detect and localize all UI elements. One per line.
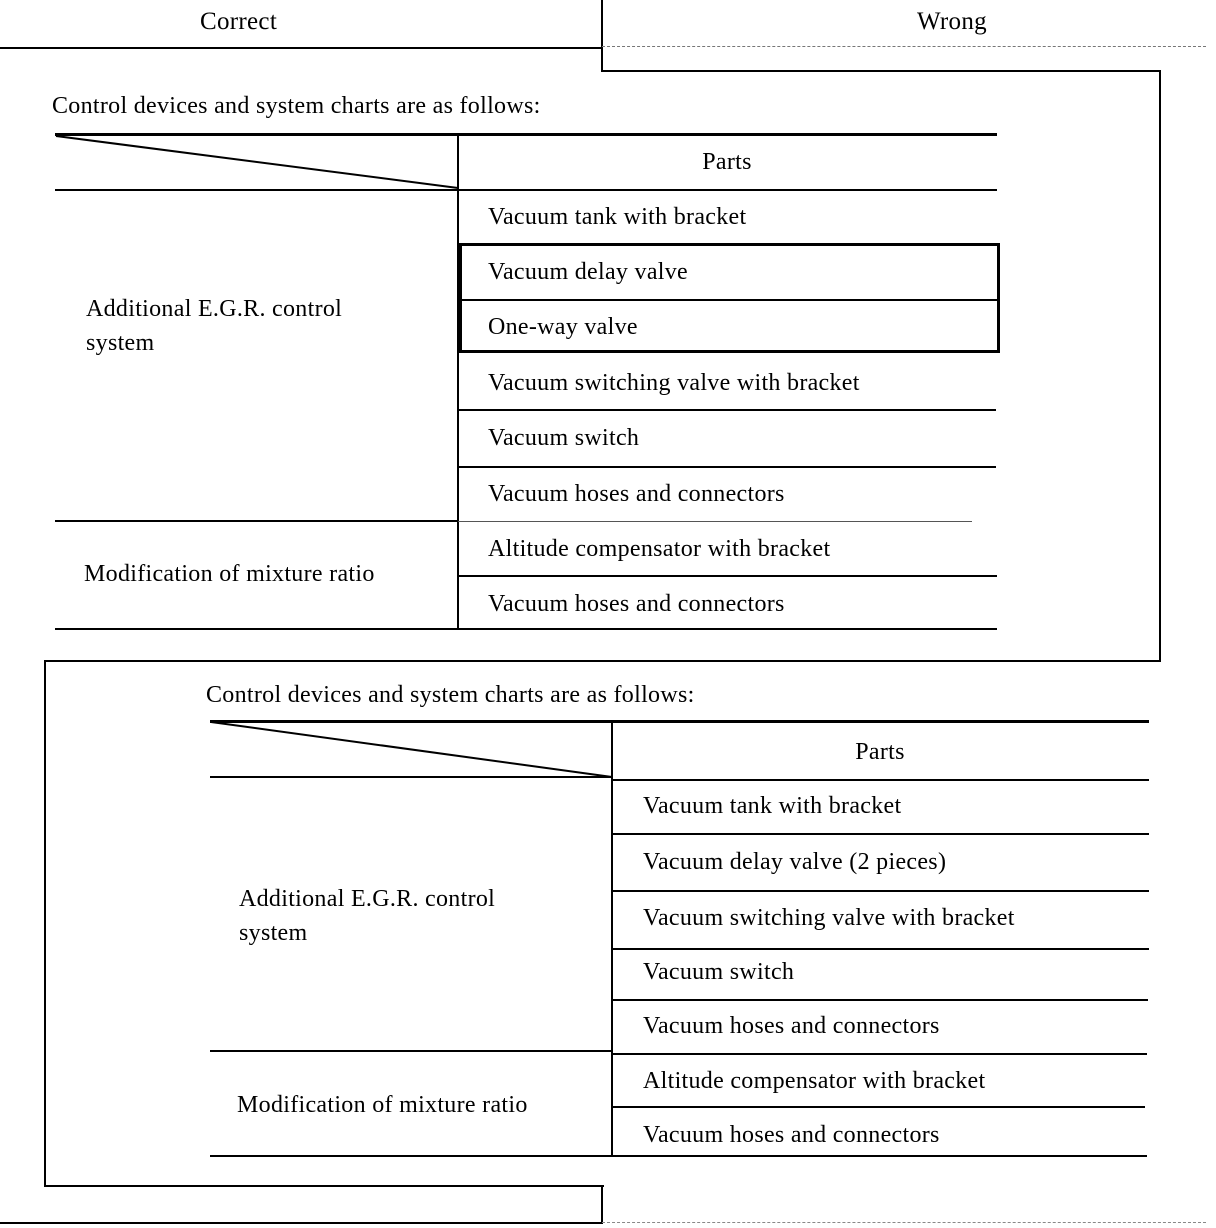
correct-group-label: Additional E.G.R. control system (86, 296, 343, 356)
header-underline (0, 47, 602, 49)
correct-part-row: Altitude compensator with bracket (488, 536, 831, 562)
header-wrong: Wrong (917, 8, 987, 35)
wrong-part-row: Altitude compensator with bracket (643, 1068, 986, 1094)
correct-part-row: Vacuum hoses and connectors (488, 481, 785, 507)
correct-part-row: One-way valve (488, 314, 638, 340)
wrong-group-label: Additional E.G.R. control system (239, 886, 496, 946)
header-divider (601, 0, 603, 72)
header-correct: Correct (200, 8, 278, 35)
correct-part-row: Vacuum delay valve (488, 259, 688, 285)
correct-part-row: Vacuum switch (488, 425, 640, 451)
page-bottom-line-dashed (602, 1222, 1206, 1223)
page-bottom-line (0, 1222, 602, 1224)
wrong-panel-connector (601, 1186, 603, 1224)
header-underline-dashed (602, 46, 1206, 47)
wrong-group-label: Modification of mixture ratio (237, 1092, 528, 1118)
wrong-part-row: Vacuum delay valve (2 pieces) (643, 849, 947, 875)
wrong-part-row: Vacuum hoses and connectors (643, 1122, 940, 1148)
correct-group-label: Modification of mixture ratio (84, 561, 375, 587)
correct-part-row: Vacuum switching valve with bracket (488, 370, 860, 396)
wrong-column-header: Parts (855, 739, 905, 765)
wrong-part-row: Vacuum switch (643, 959, 795, 985)
correct-part-row: Vacuum tank with bracket (488, 204, 747, 230)
correct-intro: Control devices and system charts are as follows: (52, 93, 541, 119)
wrong-part-row: Vacuum tank with bracket (643, 793, 902, 819)
correct-part-row: Vacuum hoses and connectors (488, 591, 785, 617)
wrong-intro: Control devices and system charts are as follows: (206, 682, 695, 708)
wrong-header-diagonal (0, 0, 1, 1)
wrong-part-row: Vacuum switching valve with bracket (643, 905, 1015, 931)
correct-column-header: Parts (702, 149, 752, 175)
wrong-part-row: Vacuum hoses and connectors (643, 1013, 940, 1039)
